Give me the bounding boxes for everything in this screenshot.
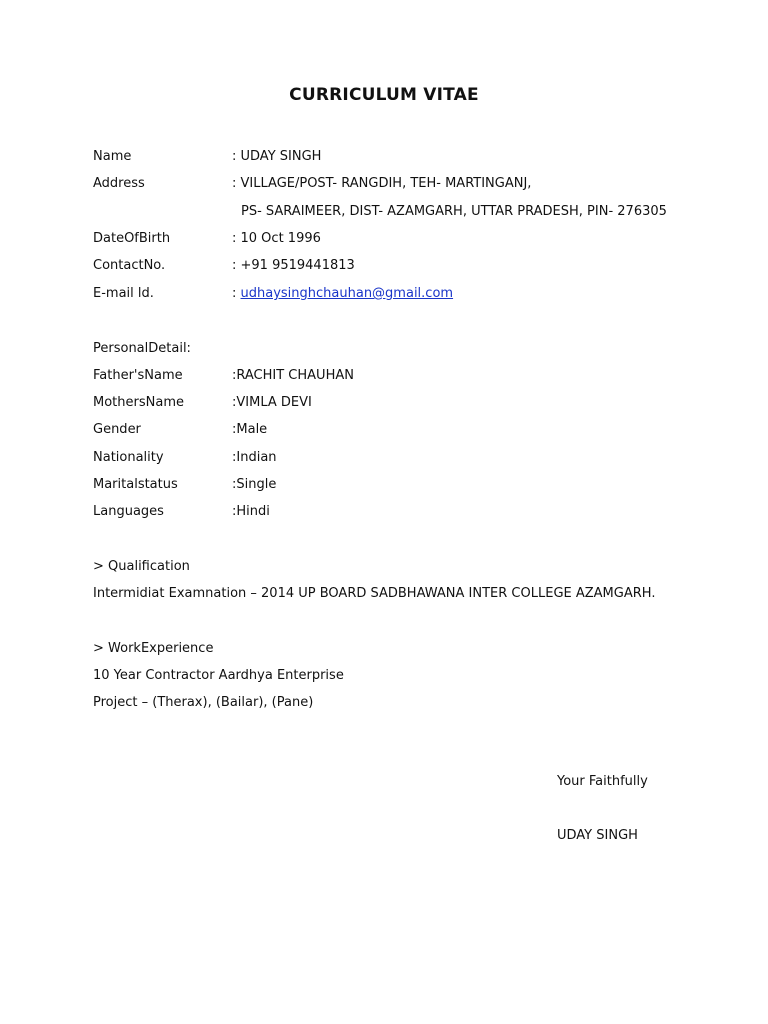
qualification-heading: > Qualification <box>93 559 190 574</box>
languages-value: :Hindi <box>232 504 270 519</box>
address-label: Address <box>93 176 145 191</box>
nationality-label: Nationality <box>93 450 164 465</box>
gender-label: Gender <box>93 422 141 437</box>
name-value: : UDAY SINGH <box>232 149 322 164</box>
languages-label: Languages <box>93 504 164 519</box>
dob-label: DateOfBirth <box>93 231 171 246</box>
work-experience-line: 10 Year Contractor Aardhya Enterprise <box>93 668 344 683</box>
nationality-value: :Indian <box>232 450 277 465</box>
address-value-line1: : VILLAGE/POST- RANGDIH, TEH- MARTINGANJ, <box>232 176 532 191</box>
work-experience-heading: > WorkExperience <box>93 641 214 656</box>
project-line: Project – (Therax), (Bailar), (Pane) <box>93 695 314 710</box>
mother-name-value: :VIMLA DEVI <box>232 395 312 410</box>
marital-status-label: Maritalstatus <box>93 477 178 492</box>
email-prefix: : <box>232 286 241 301</box>
email-label: E-mail ld. <box>93 286 154 301</box>
marital-status-value: :Single <box>232 477 277 492</box>
email-row <box>232 286 453 302</box>
dob-value: : 10 Oct 1996 <box>232 231 321 246</box>
closing-text: Your Faithfully <box>557 774 648 789</box>
personal-detail-heading: PersonalDetail: <box>93 341 191 356</box>
father-name-label: Father'sName <box>93 368 183 383</box>
father-name-value: :RACHIT CHAUHAN <box>232 368 354 383</box>
mother-name-label: MothersName <box>93 395 184 410</box>
email-link[interactable]: udhaysinghchauhan@gmail.com <box>240 286 454 301</box>
document-title: CURRICULUM VITAE <box>289 85 479 105</box>
gender-value: :Male <box>232 422 268 437</box>
signature-name: UDAY SINGH <box>557 828 638 843</box>
address-value-line2: PS- SARAIMEER, DIST- AZAMGARH, UTTAR PRADESH, PIN- 276305 <box>241 204 667 219</box>
name-label: Name <box>93 149 132 164</box>
contact-value: : +91 9519441813 <box>232 258 355 273</box>
contact-label: ContactNo. <box>93 258 166 273</box>
qualification-line: Intermidiat Examnation – 2014 UP BOARD SADBHAWANA INTER COLLEGE AZAMGARH. <box>93 586 656 601</box>
